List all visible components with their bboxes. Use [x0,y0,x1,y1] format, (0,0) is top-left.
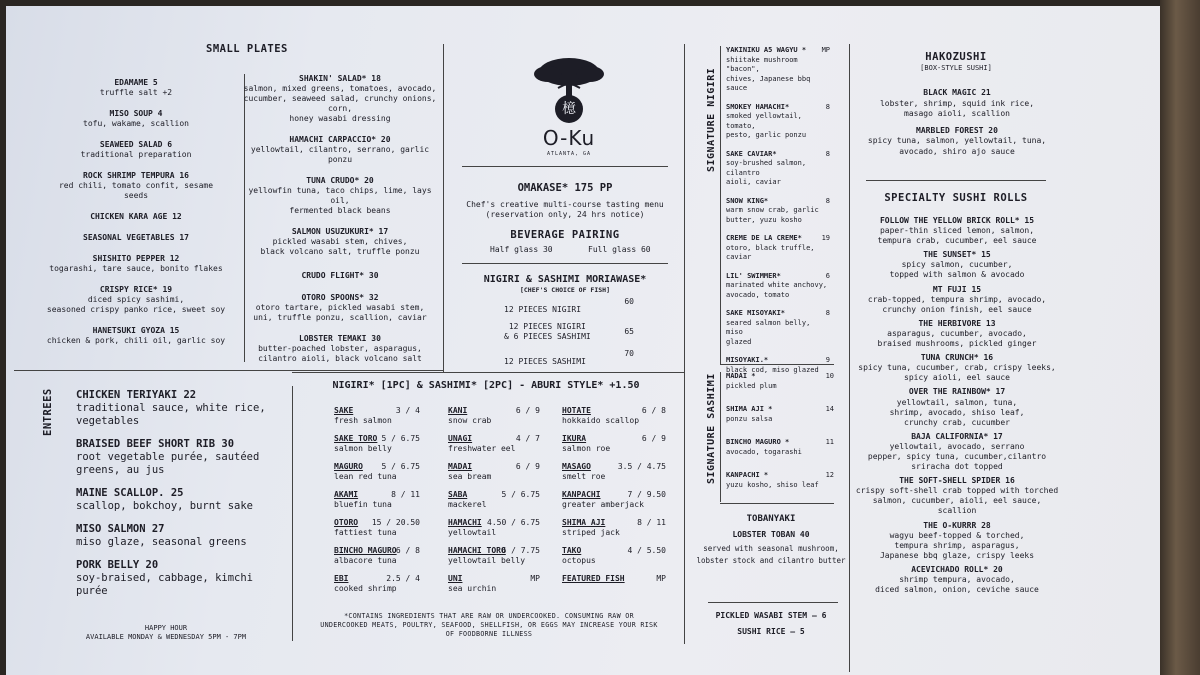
specialty-roll-item-name: BAJA CALIFORNIA* 17 [911,431,1003,441]
tobanyaki-item-name: LOBSTER TOBAN 40 [732,530,810,539]
hakozushi-item [852,88,1062,120]
tobanyaki-item-desc: served with seasonal mushroom, lobster stock and cilantro butter [696,544,846,565]
moriawase-row [504,297,634,316]
specialty-roll-item-desc: spicy tuna, cucumber, crab, crispy leeks, spicy aioli, eel sauce [858,363,1056,383]
signature-item-desc: avocado, togarashi [726,447,802,456]
moriawase-price: 60 [624,297,634,306]
small-plate-item-name: SEASONAL VEGETABLES 17 [83,233,189,242]
signature-item-price: 8 [825,102,830,111]
signature-sashimi-divider [720,372,721,502]
hakozushi-list [852,88,1062,163]
rule-above-moriawase [462,263,668,264]
small-plates-right-column [240,74,440,375]
signature-item [726,150,830,188]
nigiri-item-desc: lean red tuna [334,472,397,481]
specialty-roll-item-desc: spicy salmon, cucumber, topped with salmon & avocado [889,260,1025,280]
nigiri-item-desc: striped jack [562,528,620,537]
nigiri-item-price: 4.50 / 6.75 [487,518,540,527]
nigiri-column-1 [334,406,420,602]
signature-item-price: 8 [825,196,830,205]
hakozushi-item-name: MARBLED FOREST 20 [916,125,998,135]
nigiri-column-2 [448,406,540,602]
signature-nigiri-list [726,46,830,384]
logo-glyph: 檍 [562,101,576,117]
small-plate-item [240,271,440,281]
signature-item-name: SNOW KING* [726,196,769,205]
small-plate-item-desc: yellowtail, cilantro, serrano, garlic ponzu [250,145,430,164]
signature-item-desc: soy-brushed salmon, cilantro aioli, caviar [726,159,807,186]
small-plate-item-desc: togarashi, tare sauce, bonito flakes [49,264,223,273]
small-plate-item [240,176,440,216]
nigiri-item [562,574,666,597]
entree-item-name: CHICKEN TERIYAKI 22 [76,389,197,401]
signature-item-price: 11 [825,438,834,446]
small-plates-left-column [46,78,226,357]
specialty-roll-item-desc: yellowtail, salmon, tuna, shrimp, avocado, shiso leaf, crunchy crab, cucumber [889,397,1025,427]
small-plate-item-desc: traditional preparation [80,150,192,159]
moriawase-label: 12 PIECES NIGIRI & 6 PIECES SASHIMI [504,322,591,341]
signature-item-name: MISOYAKI.* [726,356,769,364]
nigiri-item [334,546,420,569]
hakozushi-item [852,126,1062,158]
signature-item-desc: pickled plum [726,381,777,390]
nigiri-item [334,406,420,429]
small-plate-item [240,74,440,124]
nigiri-item-desc: mackerel [448,500,487,509]
nigiri-item-desc: octopus [562,556,596,565]
nigiri-item-price: MP [656,574,666,583]
nigiri-item-name: UNAGI [448,434,473,443]
oku-logo [526,52,612,162]
nigiri-item [334,490,420,513]
small-plate-item-desc: butter-poached lobster, asparagus, cilantro aioli, black volcano salt [258,344,422,363]
nigiri-item-name: AKAMI [334,490,359,499]
entree-item [76,487,286,513]
nigiri-item-name: SABA [448,490,468,499]
signature-item-price: 10 [825,372,834,380]
logo-subtitle: ATLANTA, GA [546,151,592,157]
rule-above-nigiri [292,372,685,373]
nigiri-column-3 [562,406,666,602]
signature-item-desc: black cod, miso glazed [726,365,819,374]
nigiri-item-price: 5 / 6.75 [381,462,420,471]
small-plate-item-name: SHAKIN' SALAD* 18 [299,74,381,83]
signature-item-price: MP [821,46,830,54]
small-plate-item [240,135,440,165]
specialty-roll-item-desc: crab-topped, tempura shrimp, avocado, crunchy onion finish, eel sauce [867,294,1047,314]
nigiri-item-price: 4 / 7 [515,434,540,443]
nigiri-item-price: 3.5 / 4.75 [617,462,666,471]
entree-item-desc: miso glaze, seasonal greens [76,536,247,548]
nigiri-item [448,490,540,513]
signature-item-price: 14 [825,405,834,413]
nigiri-item [334,434,420,457]
nigiri-item-price: 6 / 7.75 [501,546,540,555]
specialty-roll-item [852,319,1062,349]
signature-nigiri-bottom-rule [720,364,834,365]
specialty-roll-item-desc: paper-thin sliced lemon, salmon, tempura crab, cucumber, eel sauce [877,226,1037,246]
signature-item-desc: smoked yellowtail, tomato, pesto, garlic ponzu [726,112,807,139]
nigiri-item-name: MASAGO [562,462,591,471]
small-plate-item [240,227,440,257]
nigiri-item [448,434,540,457]
moriawase-label: 12 PIECES SASHIMI [504,357,586,366]
signature-nigiri-divider [720,46,721,364]
entree-item-name: MAINE SCALLOP. 25 [76,487,184,499]
signature-item-price: 9 [825,356,830,364]
specialty-roll-item-name: THE SUNSET* 15 [923,250,991,260]
signature-item [726,234,830,263]
nigiri-item-name: SAKE TORO [334,434,378,443]
moriawase-list [504,297,634,374]
hakozushi-item-desc: lobster, shrimp, squid ink rice, masago aioli, scallion [879,98,1035,118]
entree-item-desc: soy-braised, cabbage, kimchi purée [76,572,254,597]
moriawase-price: 70 [624,349,634,358]
small-plate-item [46,233,226,243]
nigiri-item-name: KANPACHI [562,490,601,499]
signature-item-price: 19 [821,234,830,242]
specialty-roll-item [852,250,1062,280]
nigiri-item-desc: salmon roe [562,444,611,453]
signature-item-name: BINCHO MAGURO * [726,438,790,446]
specialty-roll-item-desc: crispy soft-shell crab topped with torched salmon, cucumber, aioli, eel sauce, scallion [855,486,1059,516]
omakase-description: Chef's creative multi-course tasting menu (reservation only, 24 hrs notice) [466,200,664,219]
nigiri-item-price: MP [530,574,540,583]
nigiri-item-price: 15 / 20.50 [371,518,420,527]
hakozushi-title: HAKOZUSHI [925,51,987,63]
tobanyaki-title: TOBANYAKI [746,514,796,524]
signature-item-desc: yuzu kosho, shiso leaf [726,480,819,489]
hakozushi-subtitle: [BOX-STYLE SUSHI] [920,64,992,72]
nigiri-item-price: 6 / 9 [515,406,540,415]
small-plates-title: SMALL PLATES [206,43,288,55]
beverage-half-glass: Half glass 30 [490,245,553,254]
entree-item-name: PORK BELLY 20 [76,559,159,571]
small-plate-item-name: SHISHITO PEPPER 12 [92,254,180,263]
center-left-divider [443,44,444,372]
small-plate-item-desc: red chili, tomato confit, sesame seeds [58,181,214,200]
nigiri-item-price: 6 / 8 [641,406,666,415]
nigiri-item-desc: smelt roe [562,472,606,481]
small-plate-item-desc: chicken & pork, chili oil, garlic soy [46,336,226,345]
moriawase-label: 12 PIECES NIGIRI [504,305,582,314]
nigiri-item-name: MADAI [448,462,473,471]
nigiri-item-name: EBI [334,574,349,583]
nigiri-item-desc: sea bream [448,472,492,481]
nigiri-item-desc: bluefin tuna [334,500,392,509]
nigiri-item-name: SAKE [334,406,354,415]
signature-item-name: CREME DE LA CREME* [726,234,802,242]
specialty-roll-item-name: THE SOFT-SHELL SPIDER 16 [899,476,1015,486]
logo-name: O-Ku [542,126,596,150]
specialty-roll-item [852,353,1062,383]
small-plate-item-desc: salmon, mixed greens, tomatoes, avocado, cucumber, seaweed salad, crunchy onions, corn, honey wasabi dressing [243,84,437,123]
small-plate-item-name: ROCK SHRIMP TEMPURA 16 [83,171,189,180]
specialty-roll-item [852,565,1062,595]
nigiri-item-desc: yellowtail [448,528,497,537]
small-plate-item [46,254,226,274]
small-plate-item [240,334,440,364]
nigiri-item-desc: cooked shrimp [334,584,397,593]
signature-item-desc: ponzu salsa [726,414,773,423]
nigiri-item-name: TAKO [562,546,582,555]
entree-item-desc: traditional sauce, white rice, vegetables [76,402,266,427]
signature-item [726,471,834,490]
nigiri-item [334,462,420,485]
omakase-title: OMAKASE* 175 PP [517,182,613,194]
nigiri-item [448,518,540,541]
small-plate-item-desc: pickled wasabi stem, chives, black volcano salt, truffle ponzu [260,237,420,256]
small-plate-item-name: HAMACHI CARPACCIO* 20 [289,135,391,144]
specialty-roll-item [852,387,1062,427]
beverage-pairing-title: BEVERAGE PAIRING [510,229,620,241]
signature-item-desc: seared salmon belly, miso glazed [726,318,811,346]
small-plate-item-desc: yellowfin tuna, taco chips, lime, lays oil, fermented black beans [248,186,432,215]
entrees-list [76,389,286,608]
moriawase-row [504,322,634,343]
nigiri-item-desc: fattiest tuna [334,528,397,537]
rule-above-rolls [866,180,1046,181]
small-plate-item-desc: diced spicy sashimi, seasoned crispy panko rice, sweet soy [46,295,226,314]
hakozushi-item-desc: spicy tuna, salmon, yellowtail, tuna, avocado, shiro ajo sauce [867,136,1047,156]
nigiri-item-desc: albacore tuna [334,556,397,565]
specialty-roll-item-name: TUNA CRUNCH* 16 [920,353,994,363]
nigiri-item-desc: salmon belly [334,444,392,453]
happy-hour-note: HAPPY HOUR AVAILABLE MONDAY & WEDNESDAY 5PM - 7PM [85,624,247,641]
beverage-full-glass: Full glass 60 [588,245,651,254]
small-plate-item-name: CRUDO FLIGHT* 30 [301,271,379,280]
small-plate-item-name: CRISPY RICE* 19 [99,285,173,294]
entrees-nigiri-divider [292,386,293,641]
signature-item-name: MADAI * [726,372,756,380]
signature-item-name: SHIMA AJI * [726,405,773,413]
nigiri-item-name: OTORO [334,518,359,527]
small-plate-item [240,293,440,323]
small-plate-item-desc: otoro tartare, pickled wasabi stem, uni, truffle ponzu, scallion, caviar [253,303,427,322]
specialty-roll-item-name: OVER THE RAINBOW* 17 [908,387,1006,397]
small-plate-item [46,326,226,346]
signature-item [726,372,834,391]
nigiri-item-name: HAMACHI TORO [448,546,506,555]
nigiri-item-name: FEATURED FISH [562,574,625,583]
signature-item [726,103,830,141]
nigiri-item [334,574,420,597]
moriawase-row [504,349,634,368]
nigiri-title: NIGIRI* [1PC] & SASHIMI* [2PC] - ABURI STYLE* +1.50 [332,380,640,391]
nigiri-item-price: 5 / 6.75 [381,434,420,443]
menu-sheet [6,6,1160,675]
entree-item [76,389,286,428]
specialty-roll-item [852,216,1062,246]
specialty-roll-item-name: THE HERBIVORE 13 [918,318,996,328]
rule-above-sides [708,602,838,603]
specialty-roll-item-name: ACEVICHADO ROLL* 20 [911,564,1003,574]
signature-item-price: 12 [825,471,834,479]
nigiri-item [562,434,666,457]
nigiri-item-desc: fresh salmon [334,416,392,425]
nigiri-item-price: 5 / 6.75 [501,490,540,499]
small-plate-item-desc: truffle salt +2 [99,88,173,97]
small-plate-item-desc: tofu, wakame, scallion [83,119,189,128]
moriawase-title: NIGIRI & SASHIMI MORIAWASE* [483,274,647,285]
signature-sashimi-bottom-rule [720,503,834,504]
rule-above-entrees [14,370,444,371]
specialty-roll-item [852,432,1062,472]
specialty-roll-item [852,285,1062,315]
raw-food-disclaimer: *CONTAINS INGREDIENTS THAT ARE RAW OR UNDERCOOKED. CONSUMING RAW OR UNDERCOOKED MEATS, POULTRY, SEAFOOD, SHELLFISH, OR EGGS MAY INCREASE YOUR RISK OF FOODBORNE ILLNESS [320,612,658,638]
entrees-label: ENTREES [42,388,54,436]
signature-item-desc: otoro, black truffle, caviar [726,243,815,261]
entree-item-name: BRAISED BEEF SHORT RIB 30 [76,438,235,450]
signature-item [726,438,834,457]
small-plate-item [46,212,226,222]
entree-item [76,559,286,598]
moriawase-price: 65 [624,327,634,336]
small-plate-item [46,140,226,160]
signature-item-desc: marinated white anchovy, avocado, tomato [726,281,828,299]
specialty-roll-item-desc: shrimp tempura, avocado, diced salmon, onion, ceviche sauce [875,575,1039,595]
nigiri-item-price: 7 / 9.50 [627,490,666,499]
nigiri-item [448,546,540,569]
signature-item [726,46,830,94]
side-sushi-rice: SUSHI RICE — 5 [737,627,805,636]
signature-nigiri-label: SIGNATURE NIGIRI [706,67,717,172]
moriawase-subtitle: [CHEF'S CHOICE OF FISH] [519,286,610,294]
specialty-rolls-title: SPECIALTY SUSHI ROLLS [884,192,1028,204]
small-plate-item-name: CHICKEN KARA AGE 12 [90,212,182,221]
signature-item [726,309,830,347]
signature-item-price: 6 [825,271,830,280]
nigiri-item-desc: freshwater eel [448,444,516,453]
entree-item-desc: scallop, bokchoy, burnt sake [76,500,254,512]
specialty-roll-item-name: MT FUJI 15 [932,284,982,294]
small-plate-item-name: EDAMAME 5 [114,78,158,87]
signature-item-name: SMOKEY HAMACHI* [726,102,790,111]
small-plate-item-name: SEAWEED SALAD 6 [99,140,173,149]
center-right-divider [684,44,685,644]
entree-item-name: MISO SALMON 27 [76,523,165,535]
nigiri-item-name: KANI [448,406,468,415]
entree-item [76,523,286,549]
signature-item-name: SAKE CAVIAR* [726,149,777,158]
signature-sashimi-list [726,372,834,504]
nigiri-item-desc: greater amberjack [562,500,644,509]
nigiri-item [562,490,666,513]
small-plate-item [46,78,226,98]
small-plate-item-name: SALMON USUZUKURI* 17 [291,227,389,236]
nigiri-item [448,406,540,429]
specialty-roll-item-desc: asparagus, cucumber, avocado, braised mushrooms, pickled ginger [877,328,1037,349]
nigiri-item [562,518,666,541]
specialty-roll-item-name: THE O-KURRR 28 [923,520,991,530]
nigiri-item [334,518,420,541]
signature-item-desc: warm snow crab, garlic butter, yuzu kosho [726,206,819,224]
nigiri-item [448,462,540,485]
signature-item-price: 8 [825,149,830,158]
signature-item [726,272,830,301]
nigiri-item-price: 6 / 8 [395,546,420,555]
signature-item [726,197,830,226]
nigiri-item-name: MAGURO [334,462,363,471]
nigiri-item-price: 6 / 9 [515,462,540,471]
nigiri-item-desc: sea urchin [448,584,497,593]
side-pickled-wasabi: PICKLED WASABI STEM — 6 [715,611,827,620]
nigiri-item-price: 4 / 5.50 [627,546,666,555]
table-edge [1160,0,1200,675]
rule-above-omakase [462,166,668,167]
nigiri-item-price: 3 / 4 [395,406,420,415]
nigiri-item-name: SHIMA AJI [562,518,606,527]
nigiri-item [562,546,666,569]
nigiri-item-name: BINCHO MAGURO [334,546,397,555]
nigiri-item [448,574,540,597]
nigiri-item [562,406,666,429]
nigiri-item-name: IKURA [562,434,587,443]
nigiri-item-price: 6 / 9 [641,434,666,443]
specialty-roll-item [852,476,1062,516]
signature-sashimi-label: SIGNATURE SASHIMI [706,373,717,484]
specialty-roll-item-name: FOLLOW THE YELLOW BRICK ROLL* 15 [879,216,1035,225]
small-plate-item-name: MISO SOUP 4 [109,109,163,118]
small-plate-item [46,285,226,315]
nigiri-item-name: HOTATE [562,406,591,415]
signature-item-name: KANPACHI * [726,471,769,479]
small-plate-item [46,109,226,129]
nigiri-item-desc: hokkaido scallop [562,416,640,425]
signature-item-desc: shiitake mushroom "bacon", chives, Japanese bbq sauce [726,55,811,92]
nigiri-item-price: 8 / 11 [391,490,420,499]
nigiri-item-price: 2.5 / 4 [386,574,420,583]
entree-item [76,438,286,477]
small-plate-item-name: TUNA CRUDO* 20 [306,176,374,185]
signature-item-name: LIL' SWIMMER* [726,271,781,280]
nigiri-item-price: 8 / 11 [637,518,666,527]
specialty-roll-item-desc: yellowtail, avocado, serrano pepper, spicy tuna, cucumber,cilantro sriracha dot topped [867,441,1047,472]
nigiri-item-desc: yellowtail belly [448,556,526,565]
hakozushi-item-name: BLACK MAGIC 21 [923,88,991,97]
signature-item-name: YAKINIKU A5 WAGYU * [726,46,807,54]
nigiri-item-name: HAMACHI [448,518,482,527]
small-plate-item-name: OTORO SPOONS* 32 [301,293,379,302]
specialty-rolls-list [852,216,1062,599]
nigiri-item-desc: snow crab [448,416,492,425]
signature-item-name: SAKE MISOYAKI* [726,309,786,317]
nigiri-item-name: UNI [448,574,463,583]
small-plate-item-name: HANETSUKI GYOZA 15 [92,326,180,335]
nigiri-item [562,462,666,485]
signature-item [726,405,834,424]
small-plate-item-name: LOBSTER TEMAKI 30 [299,334,381,343]
specialty-roll-item-desc: wagyu beef-topped & torched, tempura shrimp, asparagus, Japanese bbq glaze, crispy leeks [879,530,1035,560]
small-plate-item [46,171,226,201]
entree-item-desc: root vegetable purée, sautéed greens, au jus [76,451,260,476]
specialty-roll-item [852,521,1062,561]
signature-item-price: 8 [825,309,830,317]
right-column-divider [849,44,850,672]
